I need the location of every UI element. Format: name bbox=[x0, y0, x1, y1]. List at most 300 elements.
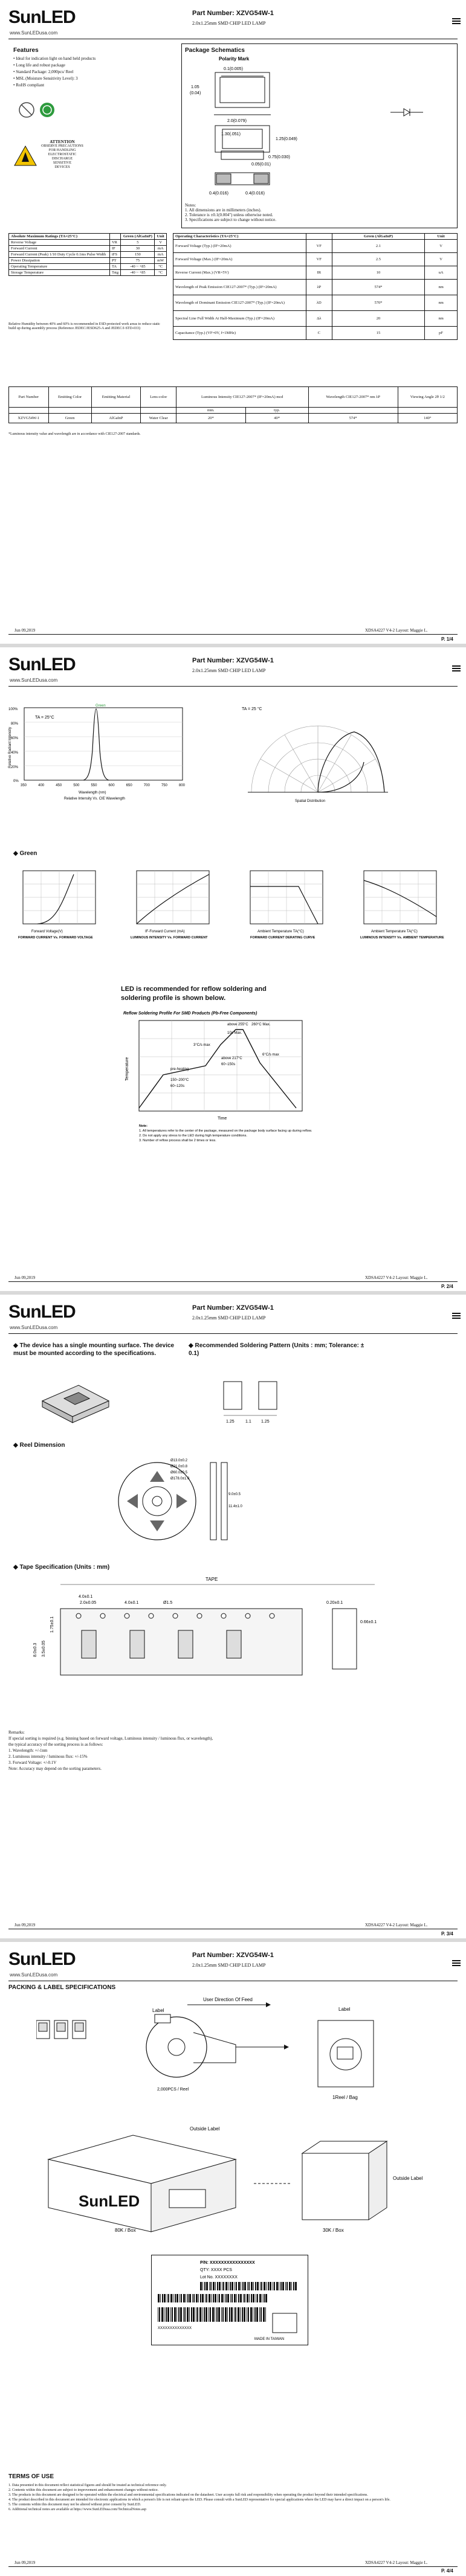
table-cell: -40 ~ +85 bbox=[121, 270, 155, 276]
xtick-label: 550 bbox=[91, 784, 97, 787]
barcode-bar bbox=[200, 2282, 202, 2290]
barcode-bar bbox=[285, 2282, 286, 2290]
dim-label: 0.4(0.016) bbox=[209, 191, 228, 196]
barcode-bar bbox=[204, 2307, 205, 2322]
sunled-logo: SunLED bbox=[8, 1949, 76, 1969]
barcode-bar bbox=[254, 2307, 256, 2322]
logo-url: www.SunLEDusa.com bbox=[10, 678, 58, 683]
circuit-symbol bbox=[390, 109, 423, 116]
ytick-label: 40% bbox=[11, 751, 19, 755]
table-cell: Operating Temperature bbox=[9, 264, 110, 270]
table-cell: C bbox=[306, 327, 332, 340]
spectrum-xlabel: Wavelength (nm) bbox=[79, 791, 106, 795]
table-cell: uA bbox=[425, 266, 458, 280]
barcode-bar bbox=[187, 2307, 189, 2322]
dim-label: 0.1(0.005) bbox=[224, 67, 243, 71]
barcode-bar bbox=[168, 2294, 169, 2302]
barcode-bar bbox=[230, 2294, 231, 2302]
barcode-bar bbox=[210, 2307, 211, 2322]
tape-title: ◆ Tape Specification (Units : mm) bbox=[13, 1564, 110, 1571]
barcode-bar bbox=[175, 2294, 176, 2302]
barcode bbox=[158, 2307, 266, 2322]
barcode-bar bbox=[282, 2282, 284, 2290]
table-cell: pF bbox=[425, 327, 458, 340]
solder-pattern-title: ◆ Recommended Soldering Pattern (Units : mm; Tolerance: ± 0.1) bbox=[189, 1342, 364, 1357]
barcode bbox=[158, 2294, 267, 2302]
barcode-bar bbox=[244, 2282, 246, 2290]
terms-title: TERMS OF USE bbox=[8, 2473, 54, 2480]
xtick-label: 500 bbox=[73, 784, 80, 787]
barcode-bar bbox=[227, 2307, 228, 2322]
outside-label-text: Outside Label bbox=[393, 2176, 423, 2181]
features-list bbox=[13, 56, 176, 89]
reflow-label: 3°C/s max bbox=[193, 1043, 210, 1047]
reflow-label: 6°C/s max bbox=[262, 1053, 279, 1057]
table-header-cell: Luminous Intensity CIE127-2007* (IF=20mA) mcd bbox=[176, 387, 308, 408]
reflow-title: LED is recommended for reflow soldering and bbox=[121, 985, 267, 993]
barcode-bar bbox=[206, 2282, 208, 2290]
tape-parts bbox=[36, 2020, 86, 2039]
barcode-bar bbox=[256, 2307, 258, 2322]
barcode-bar bbox=[158, 2294, 160, 2302]
term-item: 5. The contents within this document may not be altered without prior consent by SunLED. bbox=[8, 2503, 141, 2507]
reflow-chart-title: Reflow Soldering Profile For SMD Products (Pb-Free Components) bbox=[123, 1011, 257, 1016]
barcode-bar bbox=[259, 2294, 261, 2302]
reflow-note: 1. All temperatures refer to the center of the package, measured on the package body surface facing up during reflow. bbox=[139, 1129, 312, 1133]
barcode-bar bbox=[264, 2282, 265, 2290]
table-cell: XZVG54W-1 bbox=[9, 414, 49, 423]
barcode-bar bbox=[227, 2294, 229, 2302]
barcode-bar bbox=[248, 2282, 250, 2290]
barcode-bar bbox=[193, 2307, 195, 2322]
tape-dim: 2.0±0.05 bbox=[80, 1601, 97, 1605]
reflow-xlabel: Time bbox=[218, 1117, 227, 1121]
table-cell: VF bbox=[306, 240, 332, 253]
xtick-label: 700 bbox=[143, 784, 150, 787]
attention-line: FOR HANDLING bbox=[48, 149, 76, 152]
table-cell: Green bbox=[48, 414, 91, 423]
spectrum-series-label: Green bbox=[95, 704, 106, 708]
dim-label: (0.04) bbox=[190, 91, 201, 95]
table-cell: 2.1 bbox=[332, 240, 425, 253]
table-cell: 140° bbox=[398, 414, 457, 423]
table-cell: Storage Temperature bbox=[9, 270, 110, 276]
table-cell: λP bbox=[306, 280, 332, 295]
barcode-bar bbox=[261, 2307, 262, 2322]
spectrum-ta: TA = 25°C bbox=[35, 716, 54, 720]
package-drawing bbox=[185, 54, 454, 199]
label-line: QTY: XXXX PCS bbox=[200, 2268, 232, 2272]
reflow-profile-chart bbox=[115, 1008, 314, 1147]
humidity-note: Relative Humidity between 40% and 60% is recommended in ESD-protected work areas to reduce static build up during assembly process (Reference JEDEC/JESD625-A and JEDEC/J-STD-033) bbox=[8, 322, 160, 330]
table-row bbox=[9, 252, 167, 258]
barcode-bar bbox=[231, 2282, 233, 2290]
reel-dim: Ø178.0±1.0 bbox=[170, 1477, 190, 1481]
page-number: P. 2/4 bbox=[441, 1284, 453, 1289]
barcode-bar bbox=[260, 2282, 261, 2290]
curve-subcaption: LUMINOUS INTENSITY Vs. AMBIENT TEMPERATURE bbox=[360, 936, 444, 940]
table-row bbox=[9, 240, 167, 246]
table-cell: 10 bbox=[332, 266, 425, 280]
barcode-bar bbox=[159, 2307, 160, 2322]
barcode-bar bbox=[244, 2307, 245, 2322]
barcode-bar bbox=[222, 2307, 224, 2322]
reel-dim: 11.4±1.0 bbox=[228, 1505, 242, 1508]
table-cell: Forward Current bbox=[9, 246, 110, 252]
spatial-polar-grid bbox=[251, 726, 384, 792]
table-header-cell: Emitting Material bbox=[91, 387, 141, 408]
barcode-bar bbox=[183, 2294, 185, 2302]
remark-line: the typical accuracy of the sorting process is as follows: bbox=[8, 1742, 103, 1747]
barcode-bar bbox=[172, 2307, 173, 2322]
reel-bag-text: 1Reel / Bag bbox=[332, 2095, 358, 2100]
solder-dim: 1.1 bbox=[245, 1420, 251, 1424]
table-cell: 2.5 bbox=[332, 253, 425, 266]
menu-icon[interactable] bbox=[452, 665, 461, 671]
reflow-note: Note: bbox=[139, 1124, 148, 1128]
barcode-bar bbox=[236, 2294, 237, 2302]
ytick-label: 100% bbox=[8, 708, 18, 711]
footer-date: Jun 09,2019 bbox=[15, 628, 36, 633]
part-description: 2.0x1.25mm SMD CHIP LED LAMP bbox=[192, 1315, 266, 1321]
barcode-bar bbox=[274, 2282, 275, 2290]
table-cell: 574* bbox=[332, 280, 425, 295]
table-cell: Wavelength of Dominant Emission CIE127-2007* (Typ.) (IF=20mA) bbox=[173, 295, 306, 311]
remark-line: 2. Luminous intensity / luminous flux: +/-15% bbox=[8, 1754, 88, 1759]
reel-icon bbox=[146, 2017, 207, 2077]
curve-caption: Ambient Temperature TA(°C) bbox=[257, 930, 304, 934]
barcode-bar bbox=[247, 2282, 248, 2290]
reflow-label: 260°C Max. bbox=[251, 1023, 271, 1027]
barcode-bar bbox=[209, 2294, 210, 2302]
table-header-cell: Operating Characteristics (TA=25°C) bbox=[173, 234, 306, 240]
table-header-cell: Green (AlGaInP) bbox=[332, 234, 425, 240]
dim-label: 0.4(0.016) bbox=[245, 191, 265, 196]
reel-dim: 9.0±0.5 bbox=[228, 1493, 241, 1496]
attention-line: DEVICES bbox=[54, 165, 70, 169]
barcode-bar bbox=[244, 2294, 245, 2302]
barcode-bar bbox=[250, 2307, 252, 2322]
table-header bbox=[173, 234, 458, 240]
reflow-label: 10s Max. bbox=[227, 1031, 242, 1035]
part-number: Part Number: XZVG54W-1 bbox=[192, 657, 274, 664]
spatial-curve bbox=[318, 732, 384, 792]
table-cell: Forward Voltage (Typ.) (IF=20mA) bbox=[173, 240, 306, 253]
table-cell: 75 bbox=[121, 258, 155, 264]
footer-date: Jun 09,2019 bbox=[15, 2560, 36, 2565]
label-text: Label bbox=[338, 2007, 351, 2012]
footer-rule bbox=[8, 634, 458, 635]
reflow-title: soldering profile is shown below. bbox=[121, 995, 226, 1002]
table-row bbox=[173, 266, 458, 280]
barcode-bar bbox=[225, 2294, 227, 2302]
curve-subcaption: FORWARD CURRENT DERATING CURVE bbox=[250, 936, 316, 940]
barcode-bar bbox=[234, 2294, 236, 2302]
xtick-label: 600 bbox=[108, 784, 115, 787]
table-cell: Forward Voltage (Max.) (IF=20mA) bbox=[173, 253, 306, 266]
attention-line: OBSERVE PRECAUTIONS bbox=[41, 144, 83, 148]
barcode-bar bbox=[231, 2294, 233, 2302]
barcode-area bbox=[152, 2255, 308, 2345]
table-header-cell bbox=[306, 234, 332, 240]
table-cell: V bbox=[155, 240, 167, 246]
reflow-label: above 217°C bbox=[221, 1057, 242, 1060]
barcode-bar bbox=[181, 2294, 182, 2302]
barcode-bar bbox=[268, 2282, 269, 2290]
table-row bbox=[173, 295, 458, 311]
solder-dim: 1.25 bbox=[261, 1420, 270, 1424]
barcode-bar bbox=[249, 2294, 250, 2302]
attention-line: DISCHARGE bbox=[51, 157, 73, 161]
footer-doc: XDSA4227 V4-2 Layout: Maggie L. bbox=[365, 1275, 428, 1280]
table-cell: Capacitance (Typ.) (VF=0V, f=1MHz) bbox=[173, 327, 306, 340]
table-cell: Spectral Line Full Width At Half-Maximum (Typ.) (IF=20mA) bbox=[173, 311, 306, 327]
terms-list bbox=[8, 2483, 456, 2512]
table-header-cell: Part Number bbox=[9, 387, 49, 408]
dim-label: 0.75(0.030) bbox=[268, 155, 290, 159]
reflow-label: 60~120s bbox=[170, 1085, 185, 1088]
barcode-bar bbox=[192, 2294, 193, 2302]
barcode-bar bbox=[293, 2282, 294, 2290]
operating-characteristics-table bbox=[173, 233, 458, 340]
barcode-bar bbox=[266, 2282, 267, 2290]
table-cell: mA bbox=[155, 246, 167, 252]
label-line: Lot No. XXXXXXXX bbox=[200, 2275, 238, 2280]
term-item: 6. Additional technical notes are available at https://www.SunLEDusa.com/TechnicalNotes.asp bbox=[8, 2508, 146, 2511]
barcode-bar bbox=[225, 2282, 227, 2290]
barcode-bar bbox=[261, 2282, 262, 2290]
spatial-ta: TA = 25 °C bbox=[242, 707, 262, 711]
tape-dim: 0.66±0.1 bbox=[360, 1620, 377, 1624]
spatial-distribution-chart bbox=[239, 702, 396, 804]
table-cell: iFS bbox=[109, 252, 120, 258]
barcode-bar bbox=[218, 2307, 220, 2322]
table-cell: V bbox=[425, 240, 458, 253]
barcode-bar bbox=[263, 2307, 265, 2322]
dim-label: 1.05 bbox=[191, 85, 199, 89]
barcode-bar bbox=[191, 2307, 192, 2322]
page-number: P. 1/4 bbox=[441, 636, 453, 642]
polarity-mark-label: Polarity Mark bbox=[219, 56, 250, 62]
table-cell: VF bbox=[306, 253, 332, 266]
part-description: 2.0x1.25mm SMD CHIP LED LAMP bbox=[192, 21, 266, 26]
shipping-label bbox=[151, 2255, 308, 2345]
spectrum-xticks bbox=[21, 784, 186, 787]
reflow-label: 150~200°C bbox=[170, 1078, 189, 1082]
barcode-bar bbox=[251, 2282, 253, 2290]
packing-title: PACKING & LABEL SPECIFICATIONS bbox=[8, 1984, 116, 1991]
logo-url: www.SunLEDusa.com bbox=[10, 30, 58, 36]
curve-chart-derating bbox=[241, 868, 331, 947]
table-row bbox=[9, 264, 167, 270]
box-qty: 80K / Box bbox=[115, 2228, 136, 2233]
note-line: 2. Tolerance is ±0.1(0.004") unless otherwise noted. bbox=[185, 213, 273, 217]
barcode-bar bbox=[217, 2282, 218, 2290]
box-qty: 30K / Box bbox=[323, 2228, 344, 2233]
reel-drawing bbox=[109, 1453, 254, 1549]
barcode-bar bbox=[178, 2307, 180, 2322]
barcode-bar bbox=[238, 2282, 240, 2290]
table-row bbox=[9, 414, 458, 423]
table-header bbox=[9, 387, 458, 408]
barcode-bar bbox=[187, 2294, 189, 2302]
table-row bbox=[173, 311, 458, 327]
barcode-bar bbox=[160, 2294, 161, 2302]
table-cell: Water Clear bbox=[141, 414, 176, 423]
remark-line: 1. Wavelength: +/-1nm bbox=[8, 1748, 48, 1753]
barcode-bar bbox=[166, 2307, 167, 2322]
reel-title: ◆ Reel Dimension bbox=[13, 1442, 65, 1449]
barcode-bar bbox=[264, 2294, 265, 2302]
schematics-title: Package Schematics bbox=[185, 47, 245, 54]
barcode-bar bbox=[176, 2307, 177, 2322]
feature-item: • MSL (Moisture Sensitivity Level): 3 bbox=[13, 76, 78, 81]
table-cell: -40 ~ +85 bbox=[121, 264, 155, 270]
barcode-bar bbox=[183, 2307, 184, 2322]
barcode-bar bbox=[197, 2307, 198, 2322]
table-subheader bbox=[9, 408, 458, 414]
barcode-bar bbox=[280, 2282, 282, 2290]
reflow-label: 60~150s bbox=[221, 1063, 236, 1066]
reflow-note: 3. Number of reflow process shall be 2 times or less. bbox=[139, 1139, 216, 1142]
absolute-max-ratings-table bbox=[8, 233, 167, 276]
barcode-bar bbox=[212, 2307, 214, 2322]
barcode-bar bbox=[238, 2294, 239, 2302]
tape-dim: 8.0±0.3 bbox=[33, 1642, 37, 1657]
footer-doc: XDSA4227 V4-2 Layout: Maggie L. bbox=[365, 2560, 428, 2565]
barcode-bar bbox=[204, 2282, 205, 2290]
barcode-bar bbox=[162, 2294, 163, 2302]
menu-icon[interactable] bbox=[452, 18, 461, 24]
feature-item: • Standard Package: 2,000pcs/ Reel bbox=[13, 69, 74, 74]
mount-title: ◆ The device has a single mounting surface. The device must be mounted according to the specifications. bbox=[13, 1342, 175, 1357]
barcode-bar bbox=[202, 2282, 203, 2290]
table-header-cell: Absolute Maximum Ratings (TA=25°C) bbox=[9, 234, 110, 240]
sorting-remarks bbox=[8, 1729, 456, 1772]
curve-caption: IF-Forward Current (mA) bbox=[145, 930, 185, 934]
feature-item: • RoHS compliant bbox=[13, 83, 45, 88]
table-cell: TA bbox=[109, 264, 120, 270]
barcode-bar bbox=[234, 2307, 235, 2322]
barcode-bar bbox=[289, 2282, 291, 2290]
side-view bbox=[215, 126, 270, 152]
table-cell: typ. bbox=[245, 408, 308, 414]
logo-url: www.SunLEDusa.com bbox=[10, 1325, 58, 1330]
table-cell: AlGaInP bbox=[91, 414, 141, 423]
table-cell: nm bbox=[425, 311, 458, 327]
table-header-cell: Lens-color bbox=[141, 387, 176, 408]
tape-drawing bbox=[24, 1572, 447, 1699]
barcode-bar bbox=[240, 2294, 242, 2302]
green-section-title: ◆ Green bbox=[13, 850, 37, 857]
part-number: Part Number: XZVG54W-1 bbox=[192, 1952, 274, 1959]
table-row bbox=[9, 270, 167, 276]
barcode-bar bbox=[221, 2294, 223, 2302]
curve-line bbox=[37, 874, 74, 924]
reflow-ylabel: Temperature bbox=[125, 1057, 129, 1081]
packing-drawing bbox=[36, 1996, 435, 2111]
table-cell: nm bbox=[425, 295, 458, 311]
barcode-bar bbox=[236, 2282, 237, 2290]
selection-note: *Luminous intensity value and wavelength are in accordance with CIE127-2007 standards. bbox=[8, 432, 141, 436]
mounting-drawing bbox=[36, 1377, 115, 1425]
barcode-bar bbox=[170, 2307, 171, 2322]
spatial-curve bbox=[318, 762, 364, 792]
barcode-bar bbox=[230, 2282, 231, 2290]
curve-chart-vf bbox=[13, 868, 104, 947]
feature-item: • Ideal for indication light on hand held products bbox=[13, 56, 96, 61]
barcode-bar bbox=[225, 2307, 227, 2322]
xtick-label: 650 bbox=[126, 784, 132, 787]
table-row bbox=[173, 240, 458, 253]
barcode-bar bbox=[164, 2294, 166, 2302]
tape-dim: TAPE bbox=[205, 1577, 218, 1582]
box-logo: SunLED bbox=[79, 2192, 140, 2210]
remark-line: Note: Accuracy may depend on the sorting parameters. bbox=[8, 1766, 102, 1771]
dim-label: 2.0(0.079) bbox=[227, 119, 247, 123]
ytick-label: 0% bbox=[13, 780, 19, 783]
top-view bbox=[215, 72, 270, 107]
reel-dim: Ø60.0±0.5 bbox=[170, 1471, 187, 1475]
term-item: 1. Data presented in this document reflect statistical figures and should be treated as technical reference only. bbox=[8, 2484, 167, 2487]
table-cell: Power Dissipation bbox=[9, 258, 110, 264]
dim-label: 0.05(0.01) bbox=[251, 162, 271, 167]
table-cell: mA bbox=[155, 252, 167, 258]
note-line: Notes: bbox=[185, 203, 196, 208]
barcode-bar bbox=[276, 2282, 278, 2290]
table-cell: 5 bbox=[121, 240, 155, 246]
curve-caption: Forward Voltage(V) bbox=[31, 930, 63, 934]
barcode-bar bbox=[265, 2294, 267, 2302]
xtick-label: 350 bbox=[21, 784, 27, 787]
barcode-bar bbox=[243, 2294, 244, 2302]
barcode-bar bbox=[242, 2282, 244, 2290]
sunled-logo: SunLED bbox=[8, 7, 76, 27]
part-number: Part Number: XZVG54W-1 bbox=[192, 1304, 274, 1312]
menu-icon[interactable] bbox=[452, 1313, 461, 1319]
esd-warning-icon bbox=[13, 145, 37, 167]
table-cell: Δλ bbox=[306, 311, 332, 327]
outside-label-text: Outside Label bbox=[190, 2126, 220, 2132]
dim-label: 1.30(.051) bbox=[221, 132, 241, 136]
barcode-bar bbox=[211, 2294, 212, 2302]
rohs-icon bbox=[40, 103, 54, 117]
label-line: MADE IN TAIWAN bbox=[254, 2337, 285, 2341]
table-row bbox=[173, 327, 458, 340]
spectrum-chart bbox=[6, 702, 187, 804]
spectrum-gridlines bbox=[24, 722, 183, 766]
footer-date: Jun 09,2019 bbox=[15, 1275, 36, 1280]
barcode-bar bbox=[176, 2294, 178, 2302]
menu-icon[interactable] bbox=[452, 1960, 461, 1966]
barcode-bar bbox=[202, 2294, 204, 2302]
term-item: 3. The products in this document are designed to be operated within the electrical and environmental specifications indicated on the datasheet. User accepts full risk and responsibility when operating the product beyond their intended specifications. bbox=[8, 2493, 368, 2497]
curve-caption: Ambient Temperature TA(°C) bbox=[371, 930, 418, 934]
table-row bbox=[9, 246, 167, 252]
table-cell: 20 bbox=[332, 311, 425, 327]
label-line: XXXXXXXXXXXXXX bbox=[158, 2327, 192, 2330]
table-header-cell bbox=[109, 234, 120, 240]
barcode-bar bbox=[199, 2307, 201, 2322]
remark-line: Remarks: bbox=[8, 1730, 25, 1735]
barcode-bar bbox=[259, 2307, 260, 2322]
table-header-cell: Wavelength CIE127-2007* nm λP bbox=[308, 387, 398, 408]
certification-icons bbox=[18, 98, 73, 122]
page-1 bbox=[0, 0, 466, 644]
curve-subcaption: FORWARD CURRENT Vs. FORWARD VOLTAGE bbox=[18, 936, 93, 940]
barcode-bar bbox=[189, 2294, 191, 2302]
xtick-label: 450 bbox=[56, 784, 62, 787]
